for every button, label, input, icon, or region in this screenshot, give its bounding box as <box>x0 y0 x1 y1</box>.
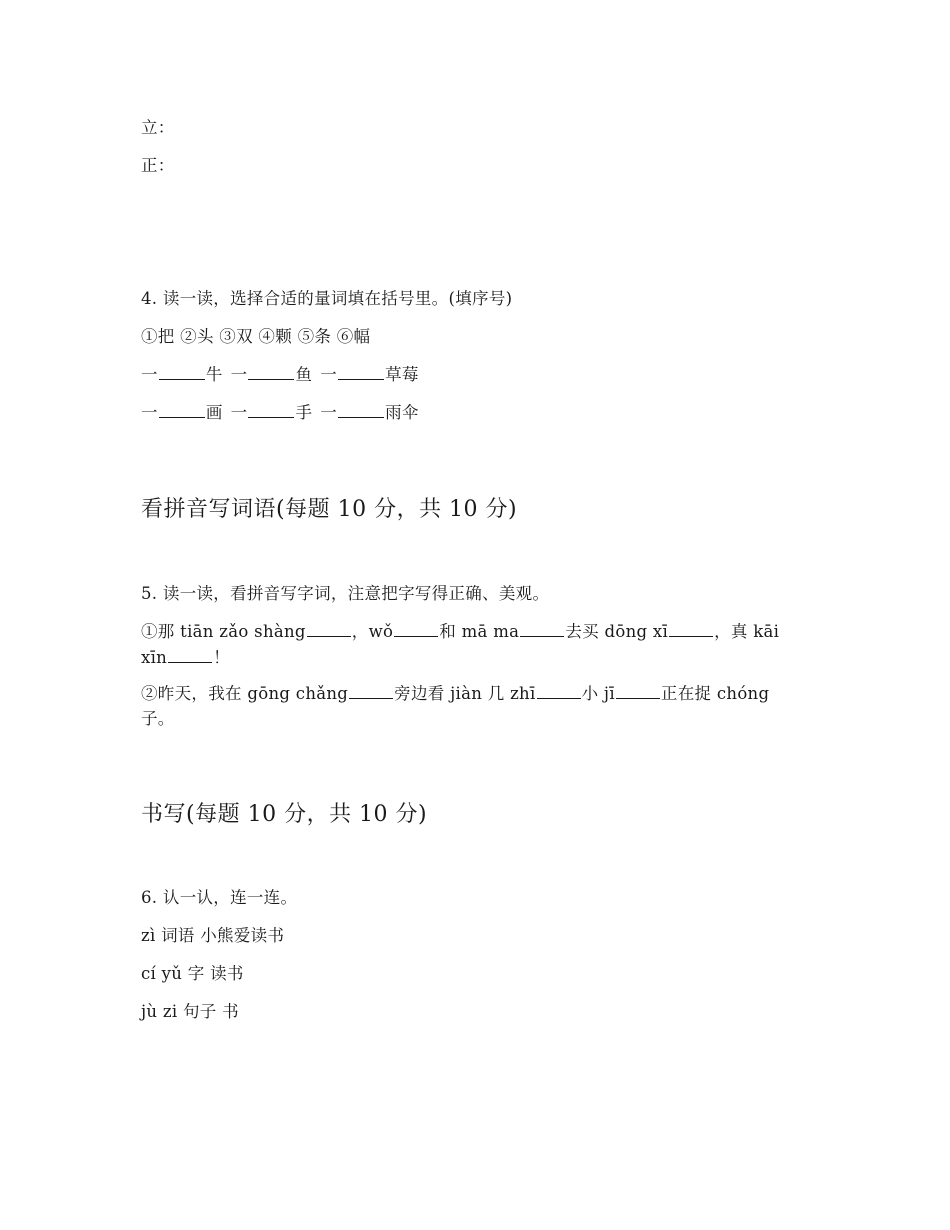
answer-blank[interactable] <box>338 365 384 380</box>
noun: 画 <box>205 403 223 422</box>
q5-sentence-2-cont <box>141 705 175 729</box>
noun: 手 <box>295 403 313 422</box>
answer-blank[interactable] <box>616 684 660 699</box>
measure-prefix: 一 <box>141 365 158 384</box>
answer-blank[interactable] <box>248 365 294 380</box>
answer-blank[interactable] <box>394 622 438 637</box>
sentence-text: 正在捉 chóng <box>660 684 770 703</box>
sentence-text: 去买 dōng xī <box>565 622 669 641</box>
sentence-text: ，真 kāi <box>714 622 780 641</box>
noun: 牛 <box>205 365 223 384</box>
measure-prefix: 一 <box>320 365 338 384</box>
q5-title: 5. 读一读，看拼音写字词，注意把字写得正确、美观。 <box>141 584 550 603</box>
top-line-1: 立： <box>141 118 175 137</box>
measure-prefix: 一 <box>230 365 248 384</box>
noun: 雨伞 <box>385 403 419 422</box>
answer-blank[interactable] <box>349 684 393 699</box>
noun: 鱼 <box>295 365 313 384</box>
measure-prefix: 一 <box>230 403 248 422</box>
q5-sentence-2 <box>141 680 769 704</box>
q4-title: 4. 读一读，选择合适的量词填在括号里。(填序号) <box>141 289 513 308</box>
answer-blank[interactable] <box>168 648 212 663</box>
sentence-text: ，wǒ <box>351 622 394 641</box>
answer-blank[interactable] <box>159 365 205 380</box>
q5-sentence-1-cont <box>141 644 230 668</box>
sentence-text: 旁边看 jiàn 几 zhī <box>394 684 536 703</box>
sentence-text: 子。 <box>141 709 175 728</box>
top-line-2: 正： <box>141 156 175 175</box>
answer-blank[interactable] <box>537 684 581 699</box>
sentence-text: ①那 tiān zǎo shàng <box>141 622 306 641</box>
q6-title: 6. 认一认，连一连。 <box>141 888 298 907</box>
q5-sentence-1 <box>141 618 779 642</box>
q6-row-2: cí yǔ 字 读书 <box>141 964 244 983</box>
noun: 草莓 <box>385 365 419 384</box>
sentence-text: ！ <box>213 648 230 667</box>
answer-blank[interactable] <box>338 403 384 418</box>
answer-blank[interactable] <box>669 622 713 637</box>
measure-prefix: 一 <box>320 403 338 422</box>
q4-row-1 <box>141 361 419 385</box>
answer-blank[interactable] <box>248 403 294 418</box>
q6-row-1: zì 词语 小熊爱读书 <box>141 926 285 945</box>
measure-prefix: 一 <box>141 403 158 422</box>
q6-row-3: jù zi 句子 书 <box>141 1002 239 1021</box>
answer-blank[interactable] <box>159 403 205 418</box>
section-heading-writing: 书写(每题 10 分，共 10 分) <box>141 802 428 827</box>
section-heading-pinyin: 看拼音写词语(每题 10 分，共 10 分) <box>141 497 518 522</box>
q4-options: ①把 ②头 ③双 ④颗 ⑤条 ⑥幅 <box>141 327 371 346</box>
sentence-text: 小 jī <box>581 684 615 703</box>
answer-blank[interactable] <box>520 622 564 637</box>
answer-blank[interactable] <box>307 622 351 637</box>
q4-row-2 <box>141 399 419 423</box>
sentence-text: 和 mā ma <box>439 622 520 641</box>
sentence-text: ②昨天，我在 gōng chǎng <box>141 684 349 703</box>
sentence-text: xīn <box>141 648 168 667</box>
